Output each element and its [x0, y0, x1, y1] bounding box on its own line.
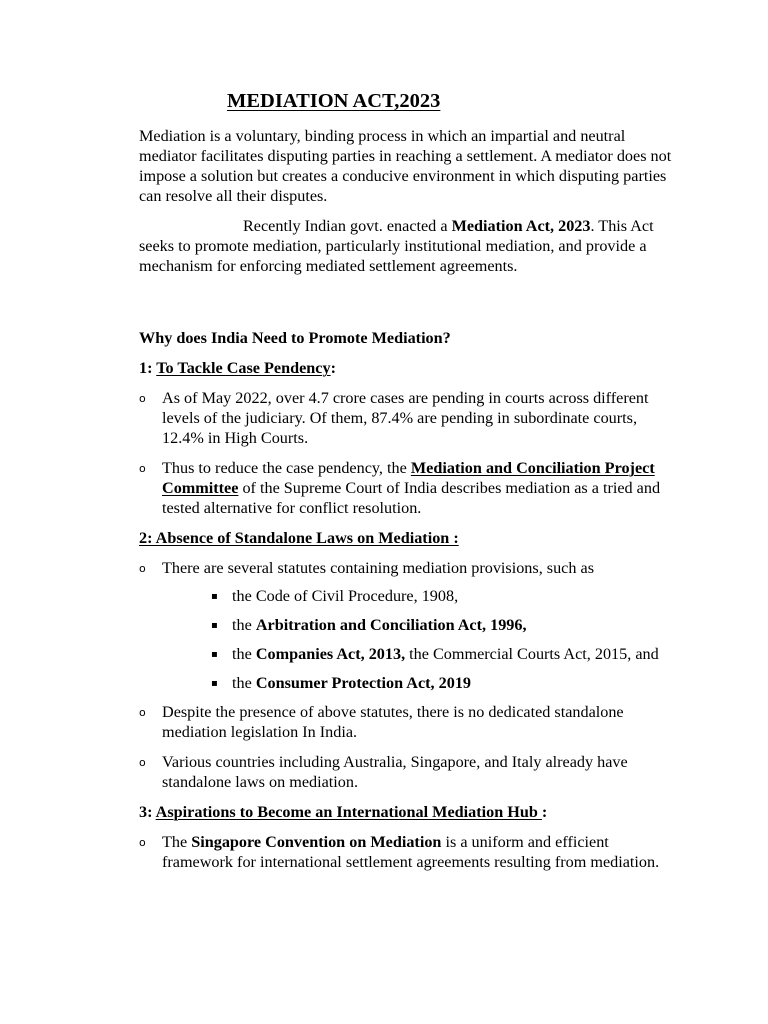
document-page [139, 88, 679, 882]
section-1-title: To Tackle Case Pendency [156, 359, 331, 377]
square-bullet-icon: ▪ [211, 591, 218, 602]
section-3-list [139, 832, 679, 872]
list-item [139, 644, 679, 664]
statutes-list [139, 586, 679, 693]
other-countries-text: Various countries including Australia, Singapore, and Italy already have standalone laws on mediation. [162, 753, 628, 791]
statute-cpc: the Code of Civil Procedure, 1908, [232, 587, 459, 605]
statute-prefix: the [232, 616, 256, 634]
statute-prefix: the [232, 645, 256, 663]
list-item [139, 558, 679, 578]
convention-prefix: The [162, 833, 192, 851]
section-2-title: 2: Absence of Standalone Laws on Mediation : [139, 529, 459, 547]
section-3-title: Aspirations to Become an International Mediation Hub [155, 803, 542, 821]
list-item [139, 458, 679, 518]
intro-paragraph-act [139, 216, 679, 276]
list-item [139, 832, 679, 872]
list-item [139, 615, 679, 635]
list-item [139, 702, 679, 742]
section-1-list [139, 388, 679, 518]
pendency-reduce-end: of the Supreme Court of India describes mediation as a tried and tested alternative for conflict resolution. [162, 479, 661, 517]
circle-bullet-icon: o [139, 706, 146, 719]
intro-paragraph: Mediation is a voluntary, binding process in which an impartial and neutral mediator facilitates disputing parties in reaching a settlement. A mediator does not impose a solution but creates a conducive environment in which disputing parties can resolve all their disputes. [139, 127, 672, 205]
statute-companies: Companies Act, 2013, [255, 645, 406, 663]
intro-text-end: . This Act seeks to promote mediation, particularly institutional mediation, and provide a mechanism for enforcing mediated settlement agreements. [139, 217, 654, 275]
circle-bullet-icon: o [139, 836, 146, 849]
statute-arbitration: Arbitration and Conciliation Act, 1996, [255, 616, 527, 634]
spacer [139, 286, 679, 328]
intro-text-start: Recently Indian govt. enacted a [243, 217, 452, 235]
page-title: MEDIATION ACT,2023 [227, 90, 441, 112]
circle-bullet-icon: o [139, 392, 146, 405]
square-bullet-icon: ▪ [211, 620, 218, 631]
section-3-heading [139, 802, 679, 822]
pendency-stat-text: As of May 2022, over 4.7 crore cases are pending in courts across different levels of the judiciary. Of them, 87.4% are pending in subordinate courts, 12.4% in High Courts. [162, 389, 649, 447]
statute-consumer-protection: Consumer Protection Act, 2019 [255, 674, 472, 692]
circle-bullet-icon: o [139, 462, 146, 475]
list-item [139, 752, 679, 792]
singapore-convention: Singapore Convention on Mediation [191, 833, 442, 851]
why-heading: Why does India Need to Promote Mediation? [139, 329, 451, 347]
committee-name: Mediation and Conciliation Project Committee [162, 459, 655, 497]
statute-commercial-courts: the Commercial Courts Act, 2015, and [405, 645, 659, 663]
section-2-list-continued [139, 702, 679, 792]
convention-text-end: is a uniform and efficient framework for international settlement agreements resulting from mediation. [162, 833, 660, 871]
statute-prefix: the [232, 674, 256, 692]
no-standalone-law-text: Despite the presence of above statutes, there is no dedicated standalone mediation legislation In India. [162, 703, 624, 741]
section-2-list [139, 558, 679, 578]
section-1-heading [139, 358, 679, 378]
circle-bullet-icon: o [139, 756, 146, 769]
section-2-heading [139, 528, 679, 548]
square-bullet-icon: ▪ [211, 649, 218, 660]
list-item [139, 388, 679, 448]
section-3-suffix: : [541, 803, 548, 821]
list-item [139, 673, 679, 693]
circle-bullet-icon: o [139, 562, 146, 575]
statutes-intro: There are several statutes containing mediation provisions, such as [162, 559, 594, 577]
section-1-number: 1: [139, 359, 157, 377]
section-3-number: 3: [139, 803, 156, 821]
list-item [139, 586, 679, 606]
square-bullet-icon: ▪ [211, 678, 218, 689]
section-1-suffix: : [330, 359, 336, 377]
pendency-reduce-start: Thus to reduce the case pendency, the [162, 459, 411, 477]
act-name-bold: Mediation Act, 2023 [451, 217, 591, 235]
